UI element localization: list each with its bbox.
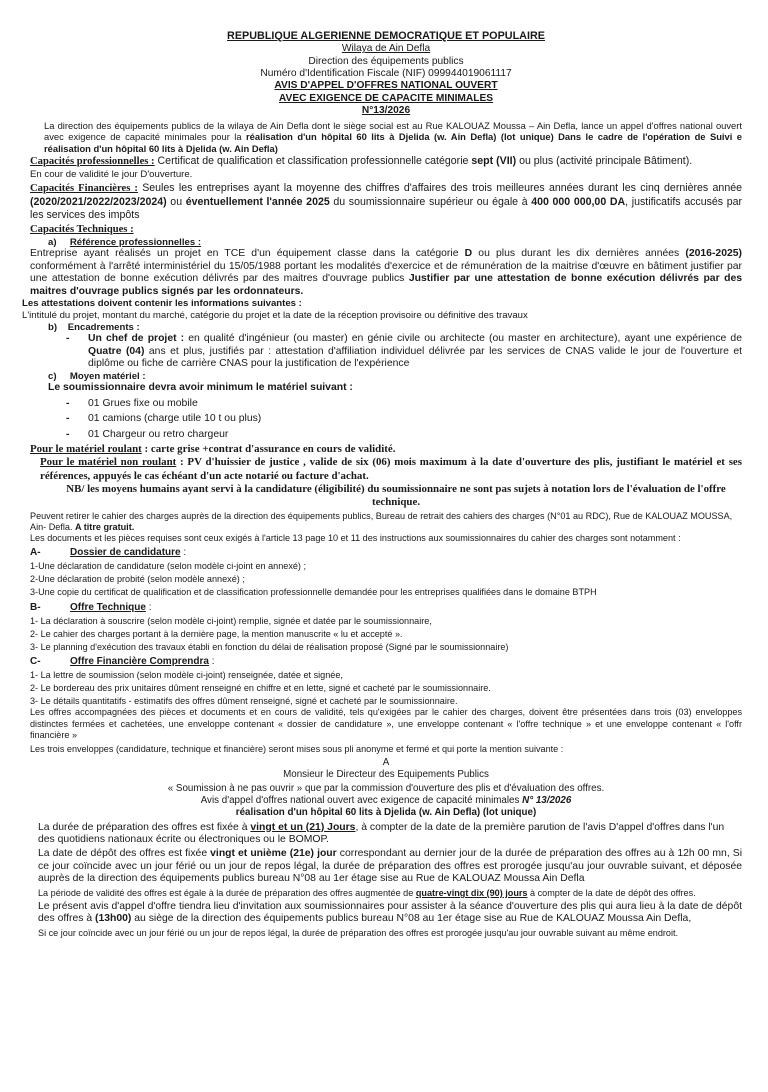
retrait-gratuit: A titre gratuit. (74, 521, 135, 532)
materiel-item (30, 429, 742, 441)
depot-day: vingt et unième (21e) jour (210, 848, 337, 860)
validite-days: quatre-vingt dix (90) jours (415, 887, 528, 898)
nif-line: Numéro d'Identification Fiscale (NIF) 099944019061117 (260, 68, 512, 80)
section-a-title: Référence professionnelles : (69, 236, 202, 248)
avis-number: N°13/2026 (361, 105, 411, 117)
validite-text: La période de validité des offres est égale à la durée de préparation des offres augmentée de (38, 887, 416, 898)
materiel-item-label: 01 Chargeur ou retro chargeur (88, 428, 229, 440)
cap-fin-amount: 400 000 000,00 DA (531, 195, 626, 208)
materiel-intro: Le soumissionnaire devra avoir minimum le matériel suivant : (48, 382, 353, 394)
dossier-a-item: 1-Une déclaration de candidature (selon modèle ci-joint en annexé) ; (30, 561, 307, 572)
address-a: A (382, 756, 390, 768)
section-a-years: (2016-2025) (685, 248, 742, 260)
capacites-financieres (30, 182, 742, 222)
address-avis (30, 795, 742, 807)
dossier-b-colon: : (145, 601, 152, 613)
cap-pro-validity: En cour de validité le jour D'ouverture. (30, 169, 193, 181)
address-avis-number: N° 13/2026 (522, 794, 572, 806)
section-c-letter: c) (48, 370, 57, 382)
dossier-b-item: 3- Le planning d'exécution des travaux établi en fonction du délai de réalisation proposé (Signé par le soumissionnaire) (30, 641, 509, 652)
materiel-non-roulant (30, 456, 742, 482)
periode-validite (30, 888, 742, 899)
duree-text: La durée de préparation des offres est fixée à (38, 821, 251, 833)
chef-text2: ans et plus, justifiés par : attestation d'affiliation individuel délivrée par les services de CNAS valide le jour de l'ouverture et diplôme ou fiche de carrière CNAS pour la justification de l'expérience (88, 345, 743, 370)
section-c-title: Moyen matériel : (69, 370, 146, 382)
section-a-heading (30, 237, 742, 249)
dossier-b-title: Offre Technique (70, 601, 146, 613)
bullet-dash: - (66, 333, 70, 345)
offre-technique (30, 602, 742, 653)
validite-text2: à compter de la date de dépôt des offres. (527, 887, 696, 898)
offre-financiere (30, 656, 742, 707)
duree-days: vingt et un (21) Jours (250, 821, 356, 833)
chef-experience: Quatre (04) (88, 345, 145, 357)
materiel-justification (30, 443, 742, 508)
document-header (30, 30, 742, 118)
dossier-c-heading (30, 656, 742, 668)
section-b-heading (30, 322, 742, 334)
dossier-a-heading (30, 547, 742, 559)
cap-pro-label: Capacités professionnelles : (30, 156, 155, 168)
republic-title: REPUBLIQUE ALGERIENNE DEMOCRATIQUE ET POPULAIRE (227, 30, 545, 42)
section-a-text: Entreprise ayant réalisés un projet en TCE d'un équipement classe dans la catégorie (30, 248, 465, 260)
chef-projet-item (30, 333, 742, 370)
cap-fin-years: (2020/2021/2022/2023/2024) (30, 195, 167, 208)
roulant-label: Pour le matériel roulant (30, 443, 142, 456)
enveloppes-section (30, 707, 742, 754)
materiel-item-label: 01 Grues fixe ou mobile (88, 397, 198, 409)
section-a-text2: ou plus durant les dix dernières années (472, 248, 686, 260)
dossier-c-letter: C- (30, 655, 41, 667)
dossier-a-item: 2-Une déclaration de probité (selon modèle annexé) ; (30, 574, 245, 585)
materiel-list (30, 398, 742, 441)
anonyme-text: Les trois enveloppes (candidature, technique et financière) seront mises sous pli anonyme et fermé et qui porte la mention suivante : (30, 743, 564, 754)
dossier-candidature (30, 547, 742, 598)
intro-paragraph (30, 120, 742, 154)
dossier-b-letter: B- (30, 601, 41, 613)
section-a-bold-end: Justifier par une attestation de bonne exécution délivrés par des maitres d'ouvrage publics signés par les ordonnateurs. (30, 273, 743, 297)
materiel-roulant (30, 443, 742, 456)
direction-name: Direction des équipements publics (308, 55, 464, 67)
dossier-c-item: 1- La lettre de soumission (selon modèle ci-joint) renseignée, datée et signée, (30, 670, 343, 681)
roulant-text: : carte grise +contrat d'assurance en cours de validité. (141, 443, 396, 456)
attestations-title: Les attestations doivent contenir les informations suivantes : (22, 298, 302, 310)
retrait-text (30, 511, 742, 533)
address-avis-text: Avis d'appel d'offres national ouvert avec exigence de capacité minimales (200, 794, 523, 806)
section-a-text3: conformément à l'arrêté interministériel du 15/05/1988 portant les modalités d'exercice et de rémunération de la maitrise d'œuvre en bâtiment justifier par une attestation de bonne exécution délivrés par des maitres d'ouvrage publics (30, 260, 742, 285)
dossier-a-title: Dossier de candidature (70, 547, 181, 559)
materiel-item (30, 398, 742, 410)
materiel-item (30, 413, 742, 425)
retrait-section (30, 511, 742, 544)
avis-subtitle: AVEC EXIGENCE DE CAPACITE MINIMALES (278, 92, 494, 104)
section-a-category: D (464, 248, 473, 260)
cap-fin-text: Seules les entreprises ayant la moyenne des chiffres d'affaires des trois meilleures années durant les cinq dernières année (137, 181, 742, 194)
cap-fin-text2: du soumissionnaire supérieur ou égale à (329, 195, 532, 208)
wilaya-name: Wilaya de Ain Defla (341, 43, 431, 55)
retrait-paragraph: Peuvent retirer le cahier des charges auprès de la direction des équipements publics, Bureau de retrait des cahiers des charges (N°01 au RDC), Rue de KALOUAZ MOUSSA, Ain- Defla. (30, 510, 733, 532)
cap-fin-text3: , justificatifs accusés par les services des impôts (30, 195, 743, 221)
dossier-a-item: 3-Une copie du certificat de qualification et de classification professionnelle demandée pour les entreprises qualifiées dans le domaine BTPH (30, 587, 597, 598)
dossier-b-heading (30, 602, 742, 614)
depot-text2: correspondant au dernier jour de la durée de préparation des offres au à 12h 00 mn, Si ce jour coïncide avec un jour férié ou un jour de repos légal, la durée de préparation des offres est prorogée jusqu'au jour ouvrable suivant, et déposée auprès de la direction des équipements publics bureau N°08 au 1er étage sise au Rue de KALOUAZ Moussa Ain Defla (38, 848, 742, 885)
present-text2: au siège de la direction des équipements publics bureau N°08 au 1er étage sise au Rue de KALOUAZ Moussa Ain Defla, (131, 913, 692, 925)
bullet-dash: - (66, 397, 70, 409)
dossier-a-letter: A- (30, 547, 41, 559)
capacites-professionnelles (30, 155, 742, 169)
dossier-b-item: 1- La déclaration à souscrire (selon modèle ci-joint) remplie, signée et datée par le soumissionnaire, (30, 615, 432, 626)
dossier-c-colon: : (208, 655, 215, 667)
chef-text: en qualité d'ingénieur (ou master) en génie civile ou architecte (ou master en architecture), ayant une expérience de (184, 333, 742, 345)
non-roulant-text: : PV d'huissier de justice , valide de six (06) mois maximum à la date d'ouverture des plis, justifiant le matériel et ses références, appuyés le cas échéant d'un acte notarié ou facture d'achat. (40, 456, 743, 482)
present-hour: (13h00) (95, 913, 132, 925)
dossier-b-item: 2- Le cahier des charges portant à la dernière page, la mention manuscrite « lu et accepté ». (30, 628, 403, 639)
address-monsieur: Monsieur le Directeur des Equipements Publics (283, 768, 489, 780)
date-depot (30, 848, 742, 885)
section-b-letter: b) (48, 321, 58, 333)
attestations-text: L'intitulé du projet, montant du marché, catégorie du projet et la date de la réception provisoire ou définitive des travaux (22, 309, 528, 321)
documents-text: Les documents et les pièces requises sont ceux exigés à l'article 13 page 10 et 11 des instructions aux soumissionnaires du cahier des charges sont notamment : (30, 532, 681, 543)
cap-fin-2025: éventuellement l'année 2025 (185, 195, 330, 208)
nb-note: NB/ les moyens humains ayant servi à la candidature (éligibilité) du soumissionnaire ne sont pas sujets à notation lors de l'évaluation de l'offre technique. (66, 482, 726, 508)
cap-fin-or: ou (166, 195, 186, 208)
intro-project: réalisation d'un hôpital 60 lits à Djelida (w. Ain Defla) (lot unique) Dans le cadre de l'opération de Suivi e réalisation d'un hôpital 60 lits à Djelida (w. Ain Defla) (44, 131, 743, 154)
cap-pro-category: sept (VII) (471, 155, 517, 168)
section-c-heading (30, 371, 742, 383)
delais-section (30, 822, 742, 939)
chef-label: Un chef de projet : (88, 333, 185, 345)
seance-ouverture (30, 901, 742, 926)
section-b-title: Encadrements : (67, 321, 140, 333)
dossier-c-title: Offre Financière Comprendra (70, 655, 209, 667)
section-a-paragraph (30, 248, 742, 298)
cap-fin-label: Capacités Financières : (30, 182, 138, 194)
document-page (22, 30, 743, 939)
address-block (30, 757, 742, 819)
non-roulant-label: Pour le matériel non roulant (40, 456, 177, 469)
capacites-techniques (30, 223, 742, 237)
duree-text2: , à compter de la date de la première parution de l'avis D'appel d'offres dans l'un des quotidiens nationaux écrite ou électroniques ou le BOMOP. (38, 821, 725, 845)
address-realisation: réalisation d'un hôpital 60 lits à Djelida (w. Ain Defla) (lot unique) (235, 806, 537, 818)
enveloppes-text: Les offres accompagnées des pièces et documents et en cours de validité, tels qu'exigées par le cahier des charges, doivent être présentées dans trois (03) enveloppes distinctes fermées et cachetées, une enveloppe contenant « dossier de candidature », une enveloppe contenant « l'offre technique » et une enveloppe contenant « l'offr financière » (30, 707, 742, 740)
depot-text: La date de dépôt des offres est fixée (38, 848, 211, 860)
duree-preparation (30, 822, 742, 847)
cap-tech-label: Capacités Techniques : (30, 223, 134, 235)
dossier-c-item: 2- Le bordereau des prix unitaires dûment renseigné en chiffre et en lette, signé et cacheté par le soumissionnaire. (30, 683, 491, 694)
section-a-letter: a) (48, 236, 57, 248)
bullet-dash: - (66, 413, 70, 425)
final-note: Si ce jour coïncide avec un jour férié ou un jour de repos légal, la durée de préparation des offres est prorogée jusqu'au jour ouvrable suivant au même endroit. (38, 927, 679, 938)
avis-title: AVIS D'APPEL D'OFFRES NATIONAL OUVERT (274, 80, 498, 92)
materiel-item-label: 01 camions (charge utile 10 t ou plus) (88, 413, 262, 425)
bullet-dash: - (66, 428, 70, 440)
address-soumission: « Soumission à ne pas ouvrir » que par la commission d'ouverture des plis et d'évaluation des offres. (167, 782, 605, 794)
intro-text: La direction des équipements publics de la wilaya de Ain Defla dont le siège social est au Rue KALOUAZ Moussa – Ain Defla, lance un appel d'offres national ouvert avec exigence de capacité minimales pour la (44, 119, 742, 143)
cap-pro-text: Certificat de qualification et classification professionnelle catégorie (154, 155, 472, 168)
dossier-a-colon: : (180, 547, 187, 559)
cap-pro-text-end: ou plus (activité principale Bâtiment). (516, 155, 693, 168)
present-text: Le présent avis d'appel d'offre tiendra lieu d'invitation aux soumissionnaires pour assister à la séance d'ouverture des plis qui aura lieu à la date de dépôt des offres à (38, 900, 742, 925)
dossier-c-item: 3- Le détails quantitatifs - estimatifs des offres dûment renseigné, signé et cacheté par le soumissionnaire. (30, 696, 458, 707)
